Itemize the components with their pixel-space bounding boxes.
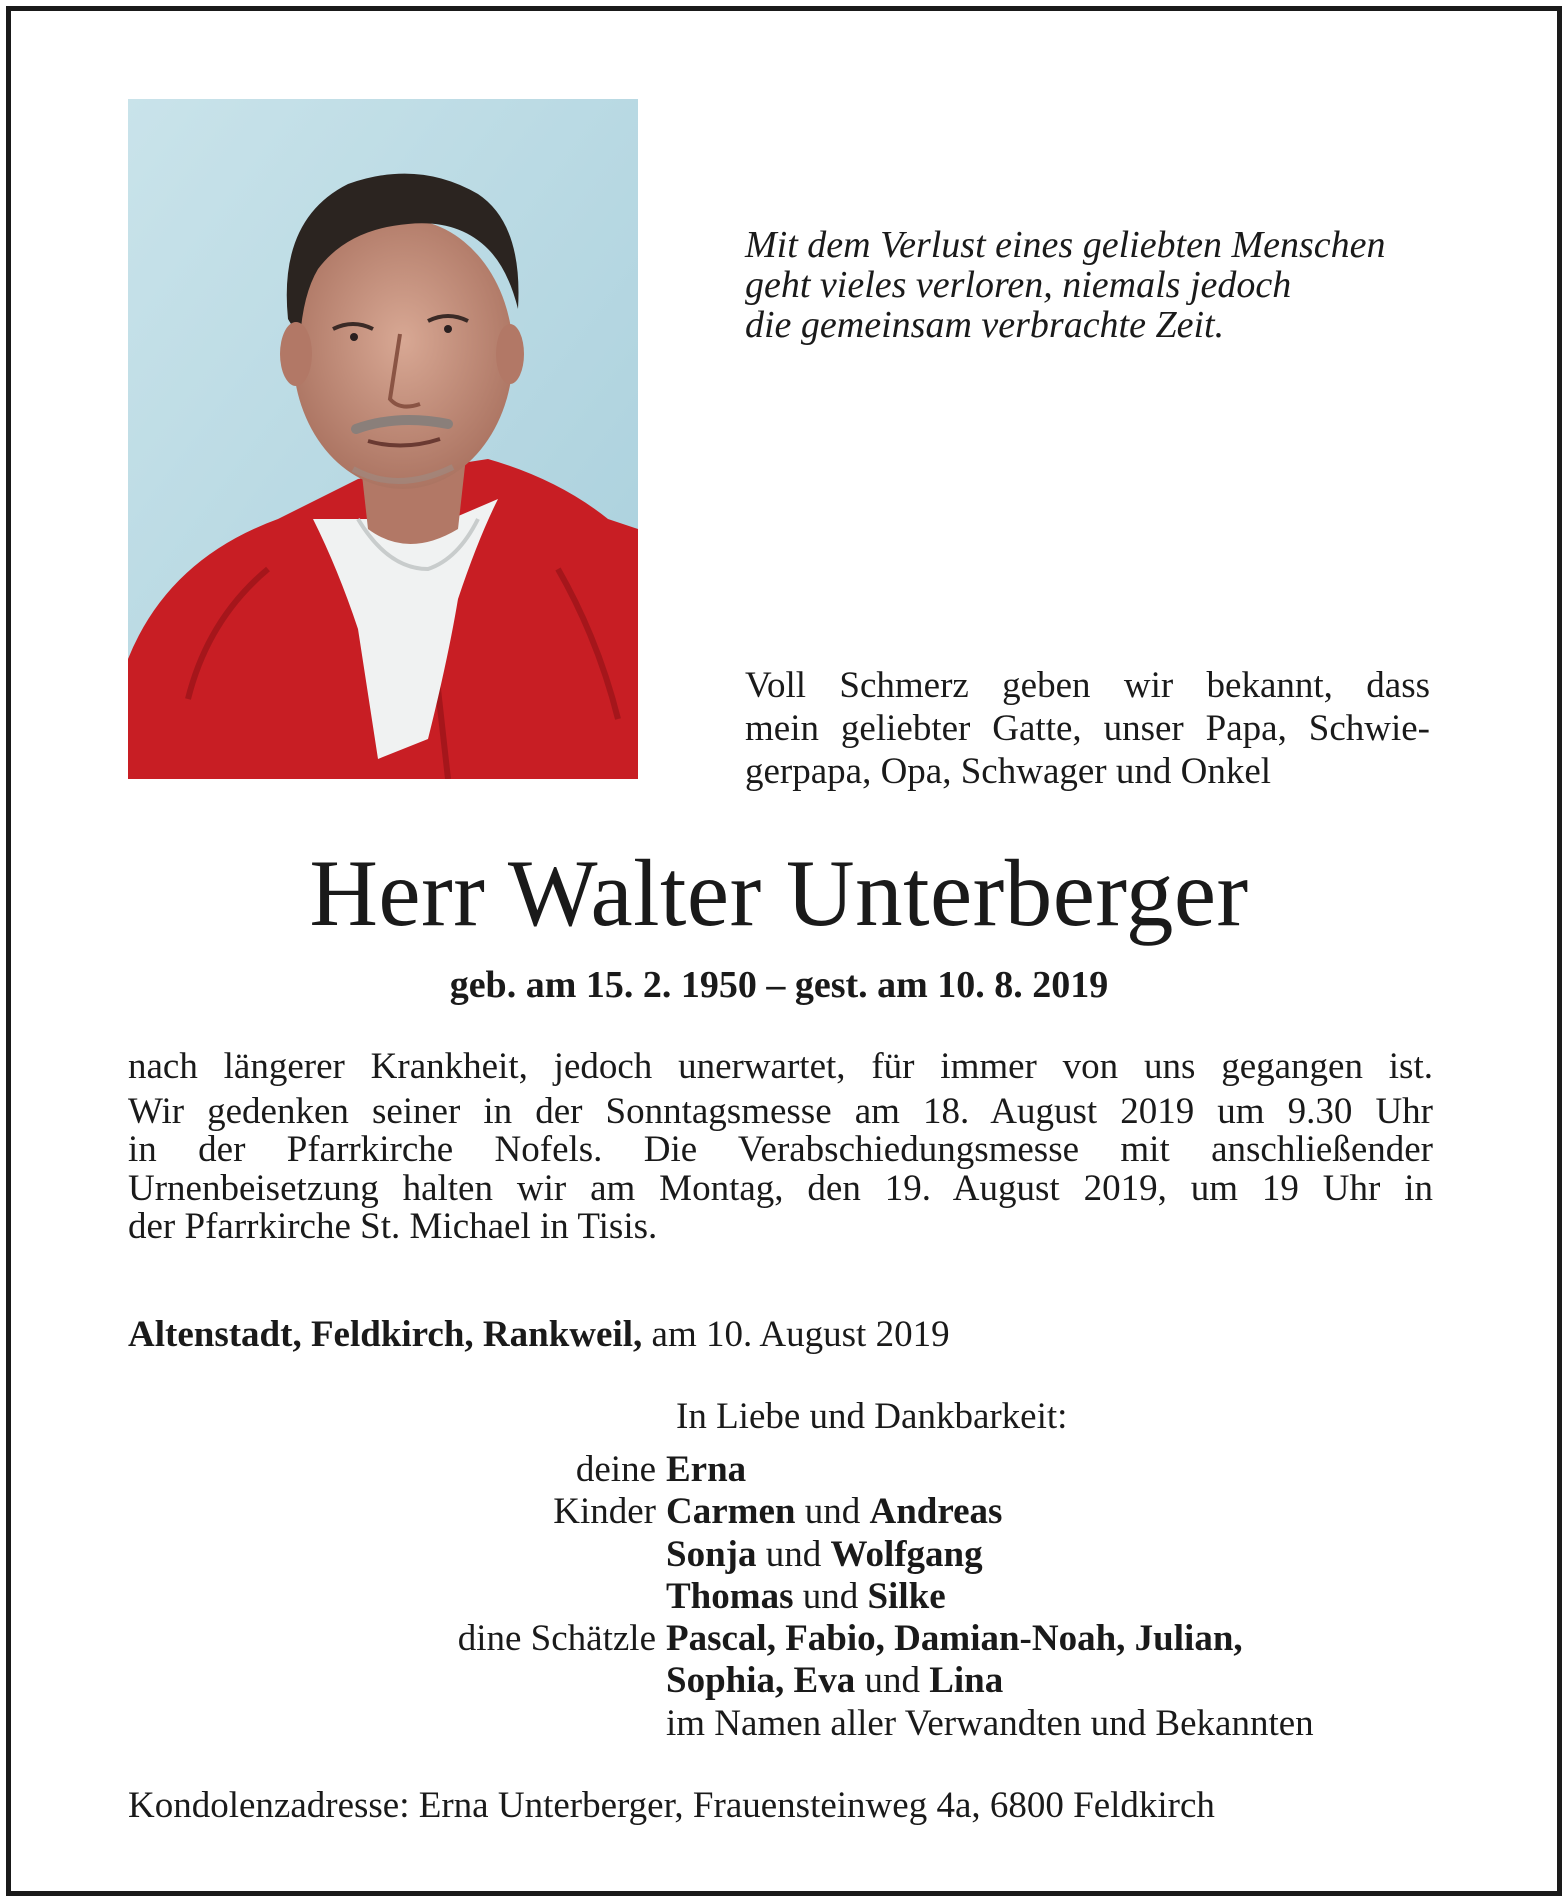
family-name: Erna — [666, 1449, 747, 1490]
announcement-intro — [745, 664, 1430, 793]
life-dates: geb. am 15. 2. 1950 – gest. am 10. 8. 2019 — [449, 964, 1109, 1006]
family-and: und — [765, 1533, 822, 1575]
place-date: am 10. August 2019 — [651, 1314, 950, 1355]
portrait-photo — [128, 99, 638, 779]
condolence-address: Kondolenzadresse: Erna Unterberger, Frauensteinweg 4a, 6800 Feldkirch — [128, 1785, 1215, 1826]
family-row — [128, 1618, 1458, 1660]
quote-line: die gemeinsam verbrachte Zeit. — [745, 304, 1225, 346]
body-line: der Pfarrkirche St. Michael in Tisis. — [128, 1206, 658, 1247]
family-row — [128, 1660, 1458, 1702]
family-name: Thomas — [666, 1575, 794, 1617]
family-row — [128, 1703, 1458, 1745]
family-and: und — [802, 1575, 859, 1617]
family-name: Silke — [867, 1575, 946, 1617]
family-closing: im Namen aller Verwandten und Bekannten — [666, 1702, 1314, 1744]
intro-line: gerpapa, Opa, Schwager und Onkel — [745, 751, 1272, 792]
body-line: Urnenbeisetzung halten wir am Montag, den 19. August 2019, um 19 Uhr in — [128, 1167, 1433, 1209]
memorial-quote — [745, 225, 1465, 345]
family-and: und — [804, 1491, 861, 1533]
family-and: und — [864, 1660, 920, 1702]
announcement-body — [128, 1048, 1433, 1247]
family-role: Kinder — [553, 1491, 656, 1533]
quote-line: Mit dem Verlust eines geliebten Menschen — [745, 224, 1386, 266]
deceased-name: Herr Walter Unterberger — [309, 840, 1249, 946]
family-name: Sophia, Eva — [666, 1660, 856, 1702]
body-line: Wir gedenken seiner in der Sonntagsmesse am 18. August 2019 um 9.30 Uhr — [128, 1090, 1433, 1132]
body-line: nach längerer Krankheit, jedoch unerwartet, für immer von uns gegangen ist. — [128, 1046, 1433, 1087]
family-row — [128, 1491, 1458, 1533]
family-role: deine — [575, 1449, 656, 1490]
family-row — [128, 1449, 1458, 1491]
family-list — [128, 1449, 1458, 1745]
family-name: Andreas — [869, 1491, 1003, 1533]
family-row — [128, 1534, 1458, 1576]
intro-line: mein geliebter Gatte, unser Papa, Schwie- — [745, 708, 1430, 749]
family-name: Sonja — [666, 1533, 757, 1575]
family-name: Lina — [929, 1660, 1004, 1702]
portrait-image — [128, 99, 638, 779]
thanks-heading: In Liebe und Dankbarkeit: — [676, 1396, 1068, 1437]
quote-line: geht vieles verloren, niemals jedoch — [745, 264, 1292, 306]
family-row — [128, 1576, 1458, 1618]
place-date-line — [128, 1313, 950, 1357]
family-name: Pascal, Fabio, Damian-Noah, Julian, — [666, 1618, 1243, 1660]
place-towns: Altenstadt, Feldkirch, Rankweil, — [128, 1314, 643, 1355]
family-name: Wolfgang — [830, 1533, 983, 1575]
body-line: in der Pfarrkirche Nofels. Die Verabschiedungsmesse mit anschließender — [128, 1129, 1433, 1170]
family-name: Carmen — [666, 1491, 796, 1533]
family-role: dine Schätzle — [457, 1618, 656, 1660]
intro-line: Voll Schmerz geben wir bekannt, dass — [745, 665, 1430, 706]
